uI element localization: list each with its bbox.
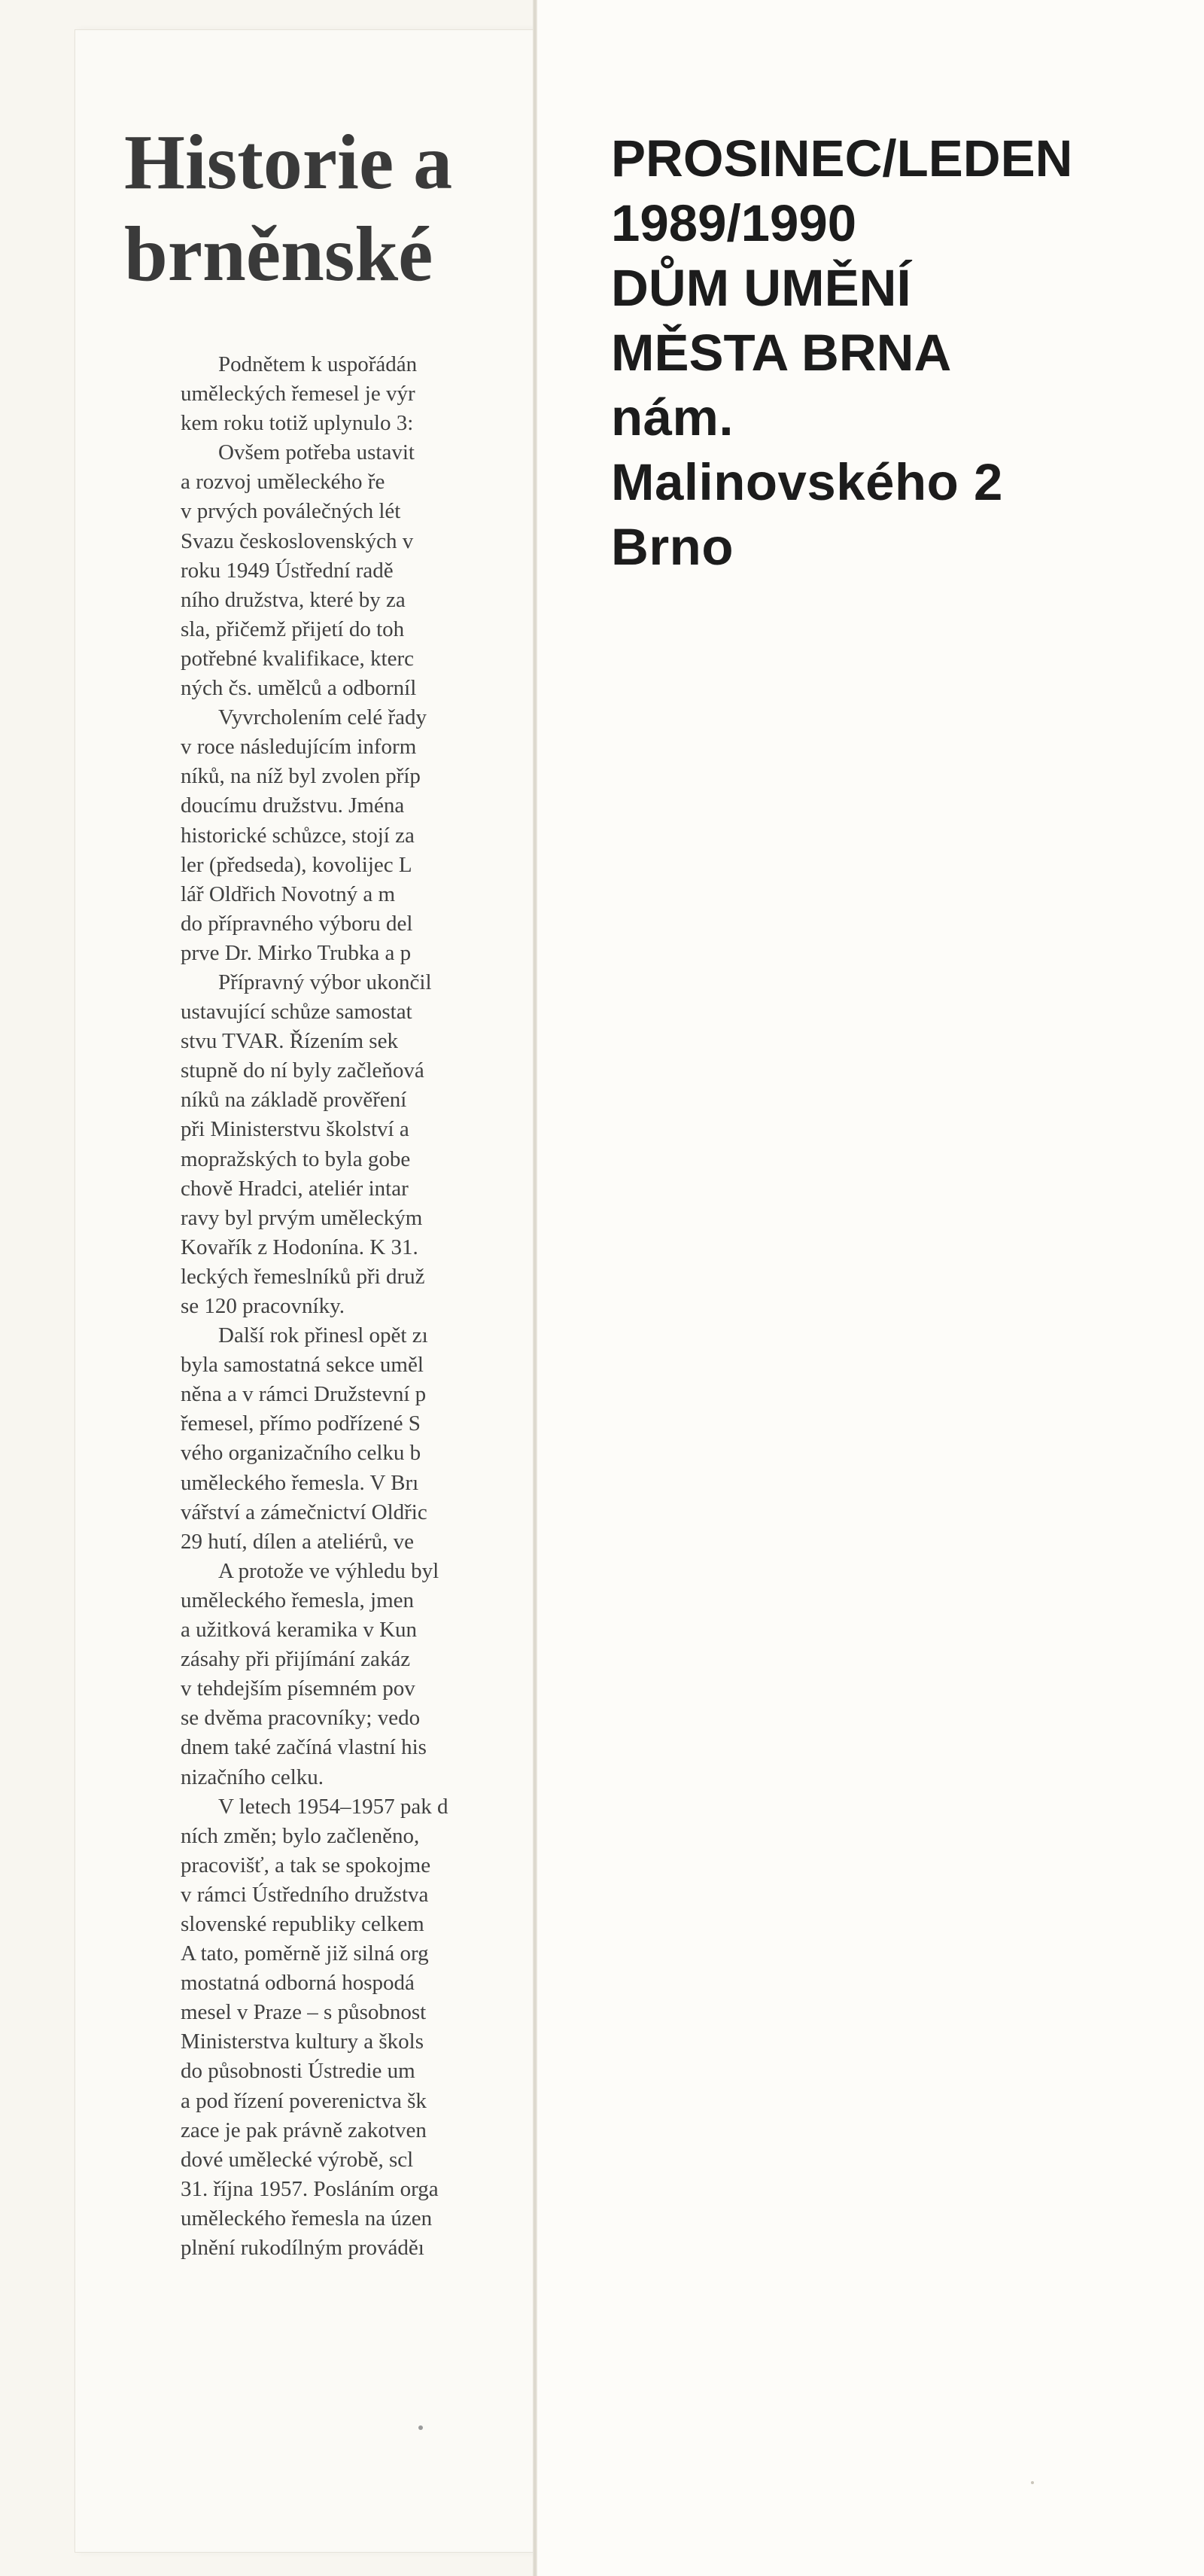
article-body-line: uměleckého řemesla. V Brı [181, 1470, 419, 1495]
venue-line-1: DŮM UMĚNÍ [611, 259, 911, 317]
article-body-line: V letech 1954–1957 pak d [218, 1794, 448, 1819]
article-body-line: ných čs. umělců a odborníl [181, 676, 417, 701]
article-body-line: mopražských to byla gobe [181, 1146, 411, 1171]
article-body-line: A tato, poměrně již silná org [181, 1941, 429, 1966]
exhibition-info [611, 126, 1183, 580]
article-body-line: stvu TVAR. Řízením sek [181, 1029, 398, 1054]
article-body-line: lář Oldřich Novotný a m [181, 882, 396, 906]
article-body-line: chově Hradci, ateliér intar [181, 1176, 409, 1201]
article-body-line: Podnětem k uspořádán [218, 352, 418, 376]
article-body-line: něna a v rámci Družstevní p [181, 1382, 427, 1407]
address-line-1: nám. [611, 388, 734, 446]
article-body-line: kem roku totiž uplynulo 3: [181, 411, 414, 436]
article-body-line: Vyvrcholením celé řady [218, 705, 427, 730]
article-body-line: stupně do ní byly začleňová [181, 1058, 424, 1083]
article-body-line: ler (předseda), kovolijec L [181, 852, 412, 877]
article-body-line: Svazu československých v [181, 528, 414, 553]
article-body-line: 29 hutí, dílen a ateliérů, ve [181, 1529, 415, 1554]
article-body-line: potřebné kvalifikace, kterc [181, 646, 414, 671]
article-body-line: historické schůzce, stojí za [181, 823, 415, 848]
article-body-line: se 120 pracovníky. [181, 1294, 345, 1318]
article-body-line: uměleckého řemesla, jmen [181, 1588, 415, 1612]
address-line-3: Brno [611, 518, 734, 576]
article-body-line: sla, přičemž přijetí do toh [181, 617, 405, 641]
article-body [181, 350, 534, 2263]
address-line-2: Malinovského 2 [611, 453, 1003, 511]
article-body-line: v tehdejším písemném pov [181, 1676, 415, 1701]
ink-speck [418, 2425, 423, 2430]
article-body-line: řemesel, přímo podřízené S [181, 1411, 421, 1436]
headline-line-1: Historie a [124, 119, 453, 206]
article-body-line: ustavující schůze samostat [181, 1000, 412, 1025]
article-body-line: doucímu družstvu. Jména [181, 793, 405, 818]
article-body-line: a pod řízení poverenictva šk [181, 2088, 427, 2113]
article-body-line: zásahy při přijímání zakáz [181, 1647, 411, 1672]
date-line-1: PROSINEC/LEDEN [611, 129, 1073, 187]
paper-speck [1031, 2481, 1034, 2484]
article-body-line: plnění rukodílným prováděı [181, 2236, 424, 2260]
article-body-line: dové umělecké výrobě, scl [181, 2147, 414, 2172]
article-body-line: vářství a zámečnictví Oldřic [181, 1500, 427, 1524]
article-body-line: ních změn; bylo začleněno, [181, 1823, 420, 1848]
article-body-line: v rámci Ústředního družstva [181, 1882, 429, 1907]
article-body-line: Ministerstva kultury a škols [181, 2029, 424, 2054]
article-body-line: se dvěma pracovníky; vedo [181, 1706, 421, 1731]
article-body-line: do přípravného výboru del [181, 911, 413, 936]
article-body-line: při Ministerstvu školství a [181, 1117, 409, 1142]
article-body-line: byla samostatná sekce uměl [181, 1353, 424, 1378]
article-body-line: v roce následujícím inform [181, 735, 417, 760]
article-body-line: A protože ve výhledu byl [218, 1558, 439, 1583]
headline-line-2: brněnské [124, 211, 433, 297]
venue-line-2: MĚSTA BRNA [611, 324, 952, 382]
article-body-line: prve Dr. Mirko Trubka a p [181, 940, 412, 965]
article-body-line: mostatná odborná hospodá [181, 1971, 415, 1996]
article-body-line: uměleckých řemesel je výr [181, 382, 415, 406]
article-body-line: vého organizačního celku b [181, 1441, 421, 1466]
article-body-line: roku 1949 Ústřední radě [181, 558, 394, 583]
article-body-line: dnem také začíná vlastní his [181, 1735, 427, 1760]
article-body-line: a užitková keramika v Kun [181, 1618, 418, 1643]
article-body-line: pracovišť, a tak se spokojme [181, 1853, 431, 1877]
article-body-line: Přípravný výbor ukončil [218, 970, 432, 994]
article-body-line: ního družstva, které by za [181, 587, 406, 612]
article-body-line: v prvých poválečných lét [181, 499, 401, 524]
article-body-line: nizačního celku. [181, 1765, 324, 1789]
article-body-line: uměleckého řemesla na úzen [181, 2206, 433, 2230]
article-body-line: 31. října 1957. Posláním orga [181, 2176, 439, 2201]
article-body-line: do působnosti Ústredie um [181, 2059, 415, 2084]
article-body-line: níků na základě prověření [181, 1088, 407, 1113]
article-body-line: ravy byl prvým uměleckým [181, 1205, 423, 1230]
article-body-line: níků, na níž byl zvolen příp [181, 764, 421, 789]
article-body-line: a rozvoj uměleckého ře [181, 470, 385, 495]
article-body-line: leckých řemeslníků při druž [181, 1264, 425, 1289]
article-headline [124, 117, 546, 300]
article-body-line: Další rok přinesl opět zı [218, 1323, 428, 1348]
article-body-line: zace je pak právně zakotven [181, 2118, 427, 2142]
article-body-line: Ovšem potřeba ustavit [218, 440, 415, 465]
article-body-line: slovenské republiky celkem [181, 1911, 424, 1936]
article-body-line: Kovařík z Hodonína. K 31. [181, 1235, 418, 1259]
article-body-line: mesel v Praze – s působnost [181, 2000, 427, 2025]
date-line-2: 1989/1990 [611, 194, 857, 252]
